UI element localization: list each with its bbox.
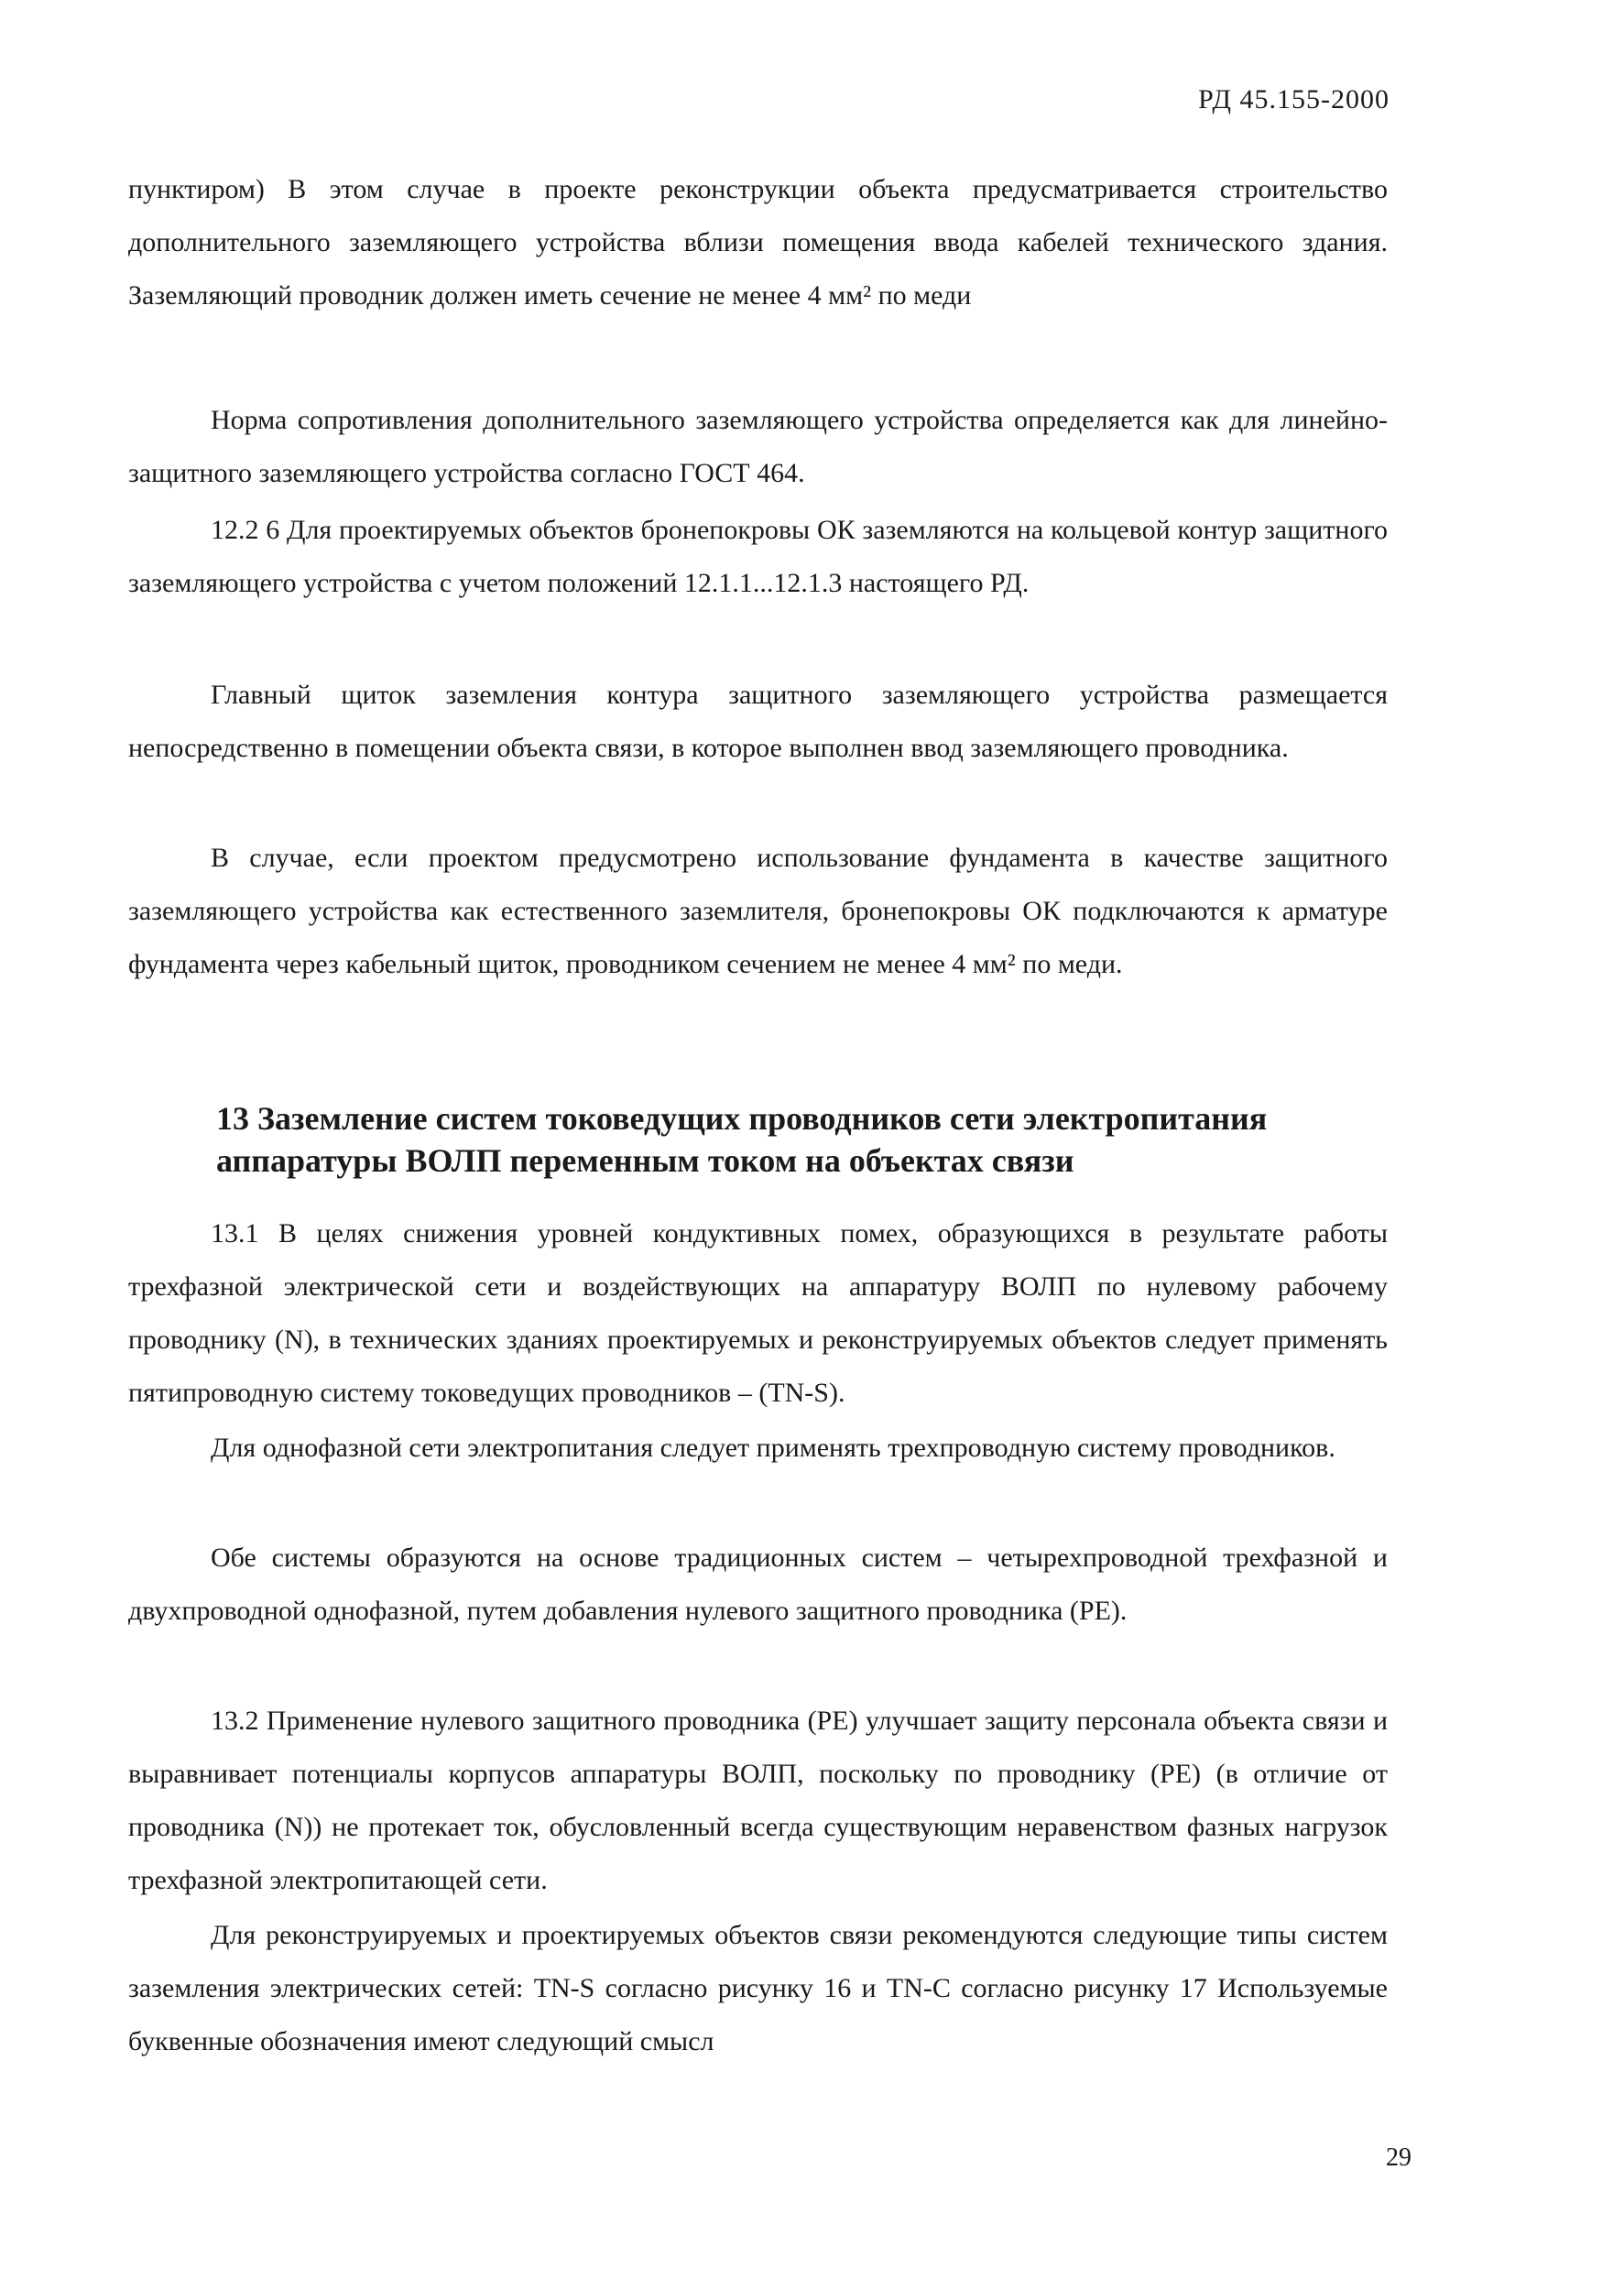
section-13-heading: 13 Заземление систем токоведущих проводников сети электропитания аппаратуры ВОЛП переменным током на объектах связи — [216, 1100, 1268, 1179]
paragraph-13-1: 13.1 В целях снижения уровней кондуктивных помех, образующихся в результате работы трехфазной электрической сети и воздействующих на аппаратуру ВОЛП по нулевому рабочему проводнику (N), в технических зданиях проектируемых и реконструируемых объектов следует применять пятипроводную систему токоведущих проводников – (TN-S). — [128, 1218, 1388, 1408]
paragraph-foundation-grounding: В случае, если проектом предусмотрено использование фундамента в качестве защитного заземляющего устройства как естественного заземлителя, бронепокровы ОК подключаются к арматуре фундамента через кабельный щиток, проводником сечением не менее 4 мм² по меди. — [128, 843, 1388, 979]
page-number: 29 — [1386, 2143, 1411, 2172]
paragraph-single-phase: Для однофазной сети электропитания следует применять трехпроводную систему проводников. — [211, 1433, 1335, 1463]
paragraph-main-grounding-board: Главный щиток заземления контура защитного заземляющего устройства размещается непосредственно в помещении объекта связи, в которое выполнен ввод заземляющего проводника. — [128, 680, 1388, 763]
paragraph-12-2-6: 12.2 6 Для проектируемых объектов бронепокровы ОК заземляются на кольцевой контур защитного заземляющего устройства с учетом положений 12.1.1...12.1.3 настоящего РД. — [128, 515, 1388, 598]
paragraph-resistance-norm: Норма сопротивления дополнительного заземляющего устройства определяется как для линейно-защитного заземляющего устройства согласно ГОСТ 464. — [128, 405, 1388, 488]
paragraph-continuation: пунктиром) В этом случае в проекте реконструкции объекта предусматривается строительство дополнительного заземляющего устройства вблизи помещения ввода кабелей технического здания. Заземляющий проводник должен иметь сечение не менее 4 мм² по меди — [128, 174, 1388, 311]
paragraph-recommended-systems: Для реконструируемых и проектируемых объектов связи рекомендуются следующие типы систем заземления электрических сетей: TN-S согласно рисунку 16 и TN-C согласно рисунку 17 Используемые буквенные обозначения имеют следующий смысл — [128, 1920, 1388, 2056]
paragraph-both-systems: Обе системы образуются на основе традиционных систем – четырехпроводной трехфазной и двухпроводной однофазной, путем добавления нулевого защитного проводника (PE). — [128, 1543, 1388, 1626]
paragraph-13-2: 13.2 Применение нулевого защитного проводника (PE) улучшает защиту персонала объекта связи и выравнивает потенциалы корпусов аппаратуры ВОЛП, поскольку по проводнику (PE) (в отличие от проводника (N)) не протекает ток, обусловленный всегда существующим неравенством фазных нагрузок трехфазной электропитающей сети. — [128, 1706, 1388, 1895]
document-code: РД 45.155-2000 — [1198, 84, 1390, 114]
